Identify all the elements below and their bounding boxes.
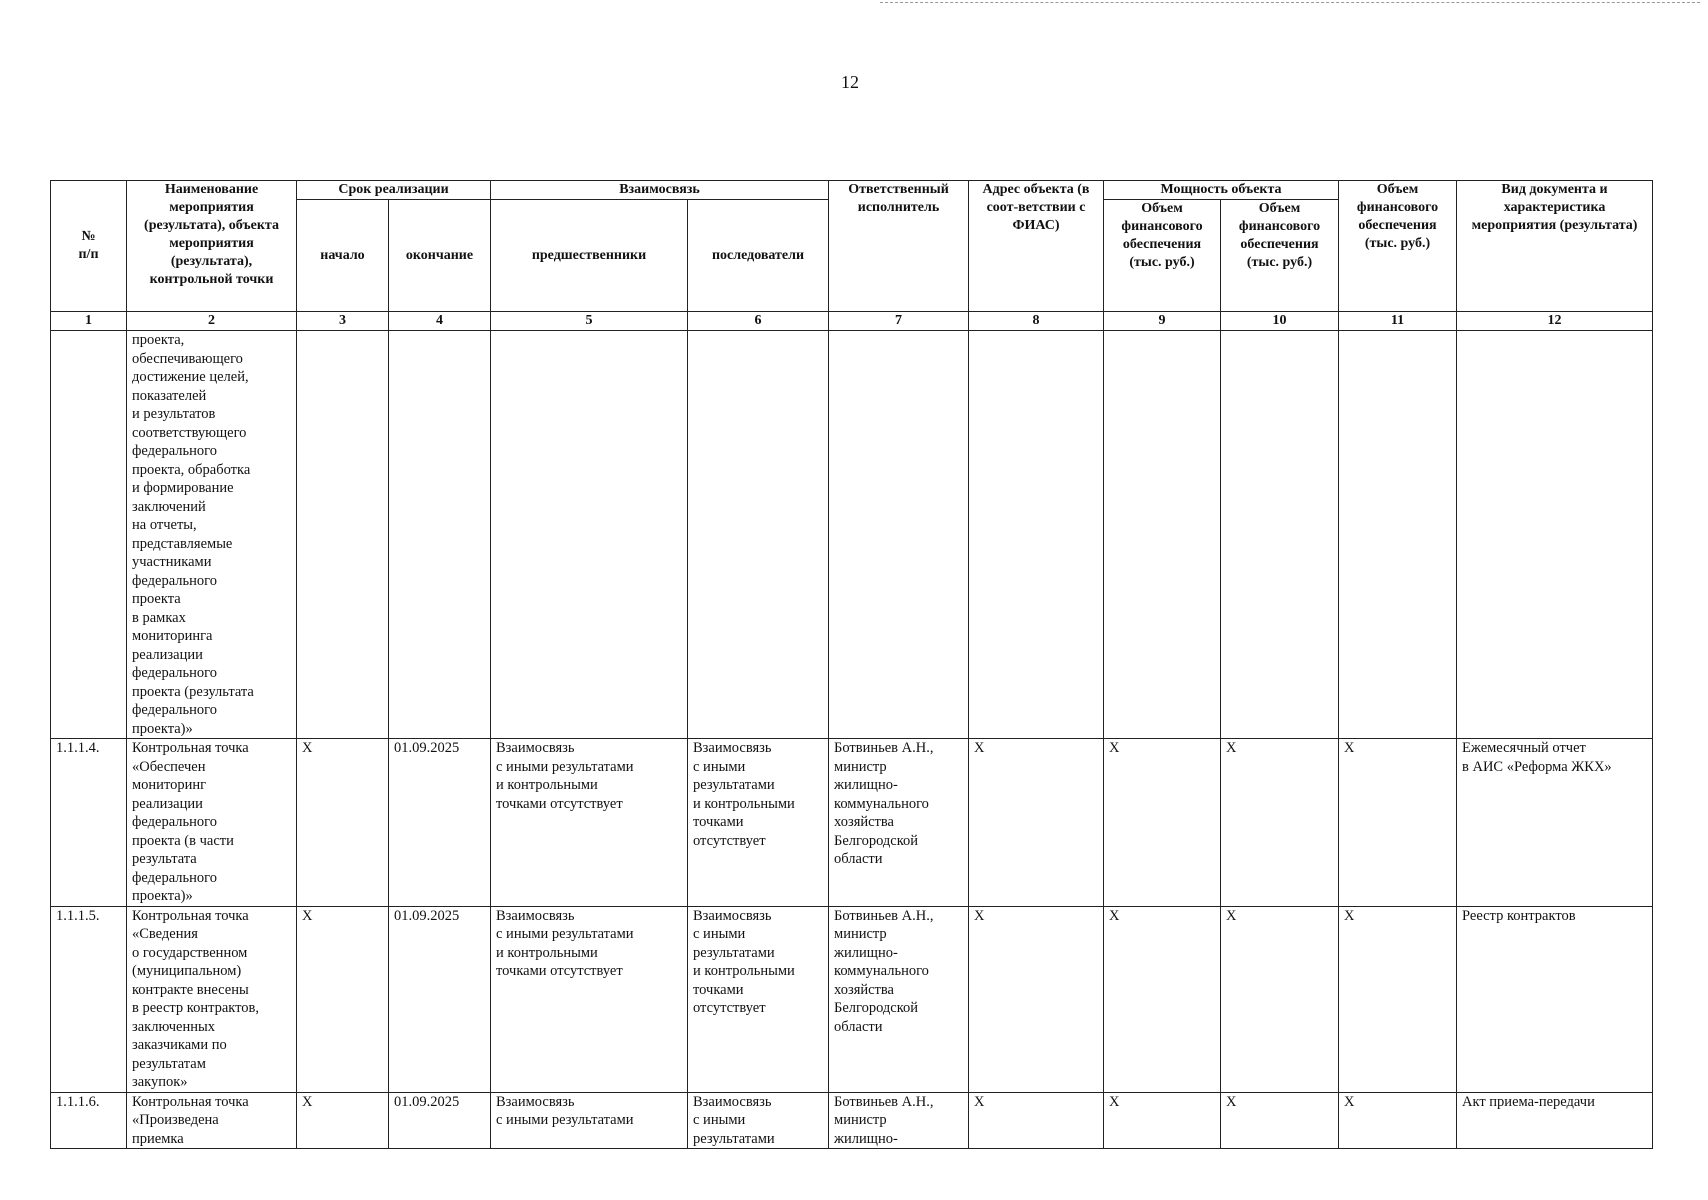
row-address: X (969, 1092, 1104, 1149)
column-number: 8 (969, 312, 1104, 331)
page-number: 12 (841, 72, 859, 92)
row-start: X (297, 1092, 389, 1149)
row-end: 01.09.2025 (389, 739, 491, 907)
row-doc-type: Реестр контрактов (1457, 906, 1653, 1092)
row-capacity-a: X (1104, 906, 1221, 1092)
row-predecessors (491, 331, 688, 739)
row-start: X (297, 906, 389, 1092)
table-row (51, 739, 1653, 907)
header-address: Адрес объекта (в соот-ветствии с ФИАС) (969, 181, 1104, 312)
row-address: X (969, 739, 1104, 907)
row-capacity-a: X (1104, 739, 1221, 907)
row-name: Контрольная точка «Сведения о государственном (муниципальном) контракте внесены в реестр контрактов, заключенных заказчиками по результатам закупок» (127, 906, 297, 1092)
row-finance (1339, 331, 1457, 739)
column-number-row (51, 312, 1653, 331)
row-responsible: Ботвиньев А.Н., министр жилищно- (829, 1092, 969, 1149)
row-responsible: Ботвиньев А.Н., министр жилищно- коммунального хозяйства Белгородской области (829, 739, 969, 907)
row-end: 01.09.2025 (389, 1092, 491, 1149)
row-name: проекта, обеспечивающего достижение целей, показателей и результатов соответствующего федерального проекта, обработка и формирование заключений на отчеты, представляемые участниками федерального проекта в рамках мониторинга реализации федерального проекта (результата федерального проекта)» (127, 331, 297, 739)
row-finance: X (1339, 739, 1457, 907)
row-number: 1.1.1.5. (51, 906, 127, 1092)
row-predecessors: Взаимосвязь с иными результатами и контрольными точками отсутствует (491, 739, 688, 907)
column-number: 10 (1221, 312, 1339, 331)
header-predecessors: предшественники (491, 200, 688, 312)
header-successors: последователи (688, 200, 829, 312)
row-successors: Взаимосвязь с иными результатами и контрольными точками отсутствует (688, 739, 829, 907)
row-successors (688, 331, 829, 739)
row-name: Контрольная точка «Произведена приемка (127, 1092, 297, 1149)
row-end (389, 331, 491, 739)
row-capacity-b: X (1221, 906, 1339, 1092)
header-responsible: Ответственный исполнитель (829, 181, 969, 312)
row-responsible: Ботвиньев А.Н., министр жилищно- коммунального хозяйства Белгородской области (829, 906, 969, 1092)
row-successors: Взаимосвязь с иными результатами (688, 1092, 829, 1149)
column-number: 1 (51, 312, 127, 331)
column-number: 9 (1104, 312, 1221, 331)
header-finance: Объем финансового обеспечения (тыс. руб.) (1339, 181, 1457, 312)
row-successors: Взаимосвязь с иными результатами и контрольными точками отсутствует (688, 906, 829, 1092)
row-number: 1.1.1.4. (51, 739, 127, 907)
header-doc-type: Вид документа и характеристика мероприятия (результата) (1457, 181, 1653, 312)
column-number: 2 (127, 312, 297, 331)
row-capacity-b: X (1221, 1092, 1339, 1149)
header-term-end: окончание (389, 200, 491, 312)
row-predecessors: Взаимосвязь с иными результатами (491, 1092, 688, 1149)
row-address (969, 331, 1104, 739)
table-row (51, 1092, 1653, 1149)
header-capacity: Мощность объекта (1104, 181, 1339, 200)
header-capacity-b: Объем финансового обеспечения (тыс. руб.) (1221, 200, 1339, 312)
header-term-start: начало (297, 200, 389, 312)
row-capacity-a (1104, 331, 1221, 739)
top-edge-rule (880, 2, 1700, 3)
implementation-plan-table (50, 180, 1653, 1149)
column-number: 12 (1457, 312, 1653, 331)
row-number: 1.1.1.6. (51, 1092, 127, 1149)
row-responsible (829, 331, 969, 739)
row-finance: X (1339, 906, 1457, 1092)
header-num: № п/п (51, 181, 127, 312)
row-name: Контрольная точка «Обеспечен мониторинг реализации федерального проекта (в части результата федерального проекта)» (127, 739, 297, 907)
row-end: 01.09.2025 (389, 906, 491, 1092)
row-start: X (297, 739, 389, 907)
row-doc-type: Ежемесячный отчет в АИС «Реформа ЖКХ» (1457, 739, 1653, 907)
row-doc-type: Акт приема-передачи (1457, 1092, 1653, 1149)
column-number: 11 (1339, 312, 1457, 331)
row-capacity-a: X (1104, 1092, 1221, 1149)
header-term: Срок реализации (297, 181, 491, 200)
header-name: Наименование мероприятия (результата), объекта мероприятия (результата), контрольной точки (127, 181, 297, 312)
row-capacity-b: X (1221, 739, 1339, 907)
column-number: 3 (297, 312, 389, 331)
column-number: 5 (491, 312, 688, 331)
row-number (51, 331, 127, 739)
row-finance: X (1339, 1092, 1457, 1149)
header-relation: Взаимосвязь (491, 181, 829, 200)
header-capacity-a: Объем финансового обеспечения (тыс. руб.) (1104, 200, 1221, 312)
row-predecessors: Взаимосвязь с иными результатами и контрольными точками отсутствует (491, 906, 688, 1092)
row-address: X (969, 906, 1104, 1092)
row-doc-type (1457, 331, 1653, 739)
column-number: 6 (688, 312, 829, 331)
row-capacity-b (1221, 331, 1339, 739)
table-row (51, 331, 1653, 739)
row-start (297, 331, 389, 739)
column-number: 7 (829, 312, 969, 331)
table-row (51, 906, 1653, 1092)
column-number: 4 (389, 312, 491, 331)
